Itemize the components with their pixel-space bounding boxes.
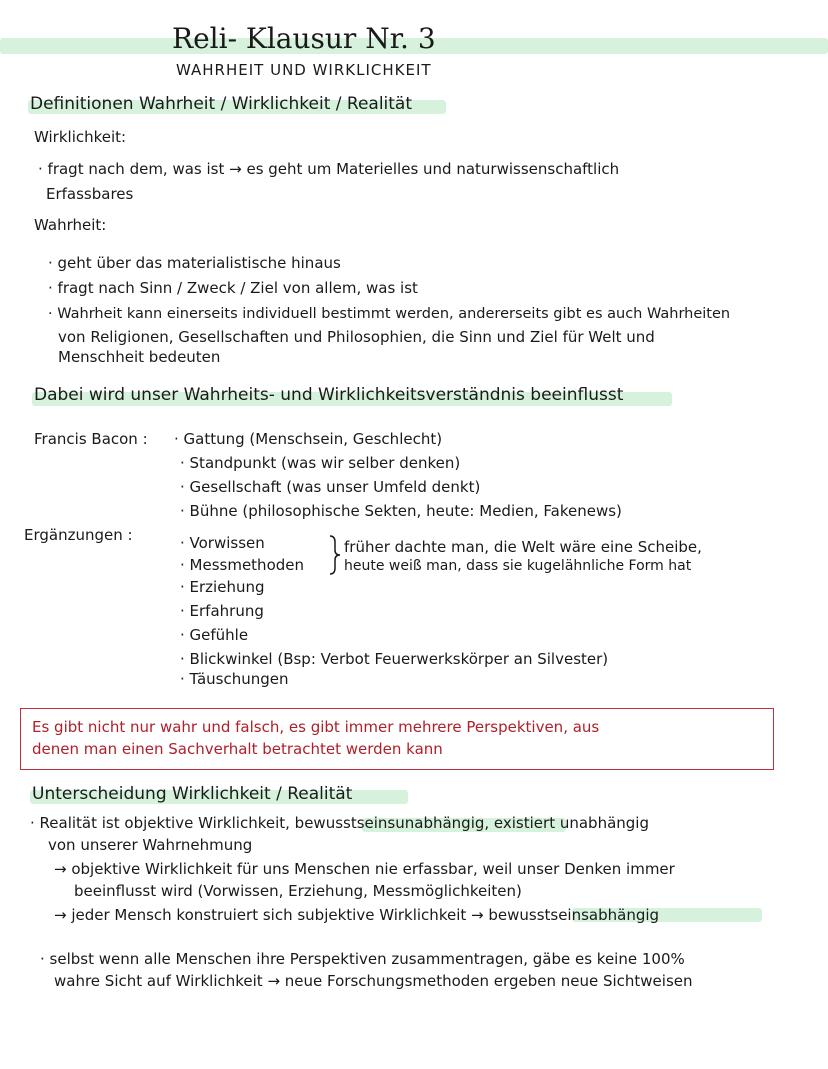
distinction-line-4: beeinflusst wird (Vorwissen, Erziehung, Messmöglichkeiten) bbox=[74, 882, 522, 900]
erg-item-6: · Blickwinkel (Bsp: Verbot Feuerwerkskörper an Silvester) bbox=[180, 650, 609, 668]
wahrheit-bullet-3-line-2: von Religionen, Gesellschaften und Philosophien, die Sinn und Ziel für Welt und bbox=[58, 328, 655, 346]
curly-brace bbox=[328, 534, 342, 576]
bacon-label: Francis Bacon : bbox=[34, 430, 148, 448]
wahrheit-bullet-3-line-1: · Wahrheit kann einerseits individuell bestimmt werden, andererseits gibt es auch Wahrheiten bbox=[48, 306, 731, 322]
distinction-line-1: · Realität ist objektive Wirklichkeit, bewusstseinsunabhängig, existiert unabhängig bbox=[30, 814, 649, 832]
bacon-item-1: · Gattung (Menschsein, Geschlecht) bbox=[174, 430, 443, 448]
key-statement-line-2: denen man einen Sachverhalt betrachtet werden kann bbox=[32, 740, 443, 758]
wahrheit-bullet-3-line-3: Menschheit bedeuten bbox=[58, 348, 221, 366]
bacon-item-4: · Bühne (philosophische Sekten, heute: Medien, Fakenews) bbox=[180, 502, 622, 520]
influence-heading: Dabei wird unser Wahrheits- und Wirklichkeitsverständnis beeinflusst bbox=[34, 385, 624, 405]
distinction-line-7: wahre Sicht auf Wirklichkeit → neue Forschungsmethoden ergeben neue Sichtweisen bbox=[54, 972, 693, 990]
definitions-heading: Definitionen Wahrheit / Wirklichkeit / Realität bbox=[30, 94, 413, 114]
key-statement-line-1: Es gibt nicht nur wahr und falsch, es gibt immer mehrere Perspektiven, aus bbox=[32, 718, 600, 736]
distinction-heading: Unterscheidung Wirklichkeit / Realität bbox=[32, 784, 353, 804]
erg-item-3: · Erziehung bbox=[180, 578, 265, 596]
wahrheit-label: Wahrheit: bbox=[34, 216, 107, 234]
bacon-item-2: · Standpunkt (was wir selber denken) bbox=[180, 454, 461, 472]
wahrheit-bullet-2: · fragt nach Sinn / Zweck / Ziel von allem, was ist bbox=[48, 279, 418, 297]
brace-note-line-2: heute weiß man, dass sie kugelähnliche Form hat bbox=[344, 558, 692, 574]
wirklichkeit-line-1: · fragt nach dem, was ist → es geht um Materielles und naturwissenschaftlich bbox=[38, 160, 620, 178]
wahrheit-bullet-1: · geht über das materialistische hinaus bbox=[48, 254, 341, 272]
brace-note-line-1: früher dachte man, die Welt wäre eine Scheibe, bbox=[344, 538, 702, 556]
distinction-line-5: → jeder Mensch konstruiert sich subjektive Wirklichkeit → bewusstseinsabhängig bbox=[54, 906, 660, 924]
erg-item-5: · Gefühle bbox=[180, 626, 249, 644]
erg-item-7: · Täuschungen bbox=[180, 670, 289, 688]
erg-item-1: · Vorwissen bbox=[180, 534, 265, 552]
distinction-line-2: von unserer Wahrnehmung bbox=[48, 836, 253, 854]
distinction-line-6: · selbst wenn alle Menschen ihre Perspektiven zusammentragen, gäbe es keine 100% bbox=[40, 950, 685, 968]
erg-item-4: · Erfahrung bbox=[180, 602, 264, 620]
ergaenzungen-label: Ergänzungen : bbox=[24, 526, 133, 544]
distinction-line-3: → objektive Wirklichkeit für uns Menschen nie erfassbar, weil unser Denken immer bbox=[54, 860, 675, 878]
wirklichkeit-label: Wirklichkeit: bbox=[34, 128, 127, 146]
bacon-item-3: · Gesellschaft (was unser Umfeld denkt) bbox=[180, 478, 481, 496]
erg-item-2: · Messmethoden bbox=[180, 556, 304, 574]
wirklichkeit-line-2: Erfassbares bbox=[46, 185, 134, 203]
page-title: Reli- Klausur Nr. 3 bbox=[172, 22, 436, 55]
page-subtitle: WAHRHEIT UND WIRKLICHKEIT bbox=[176, 61, 432, 79]
